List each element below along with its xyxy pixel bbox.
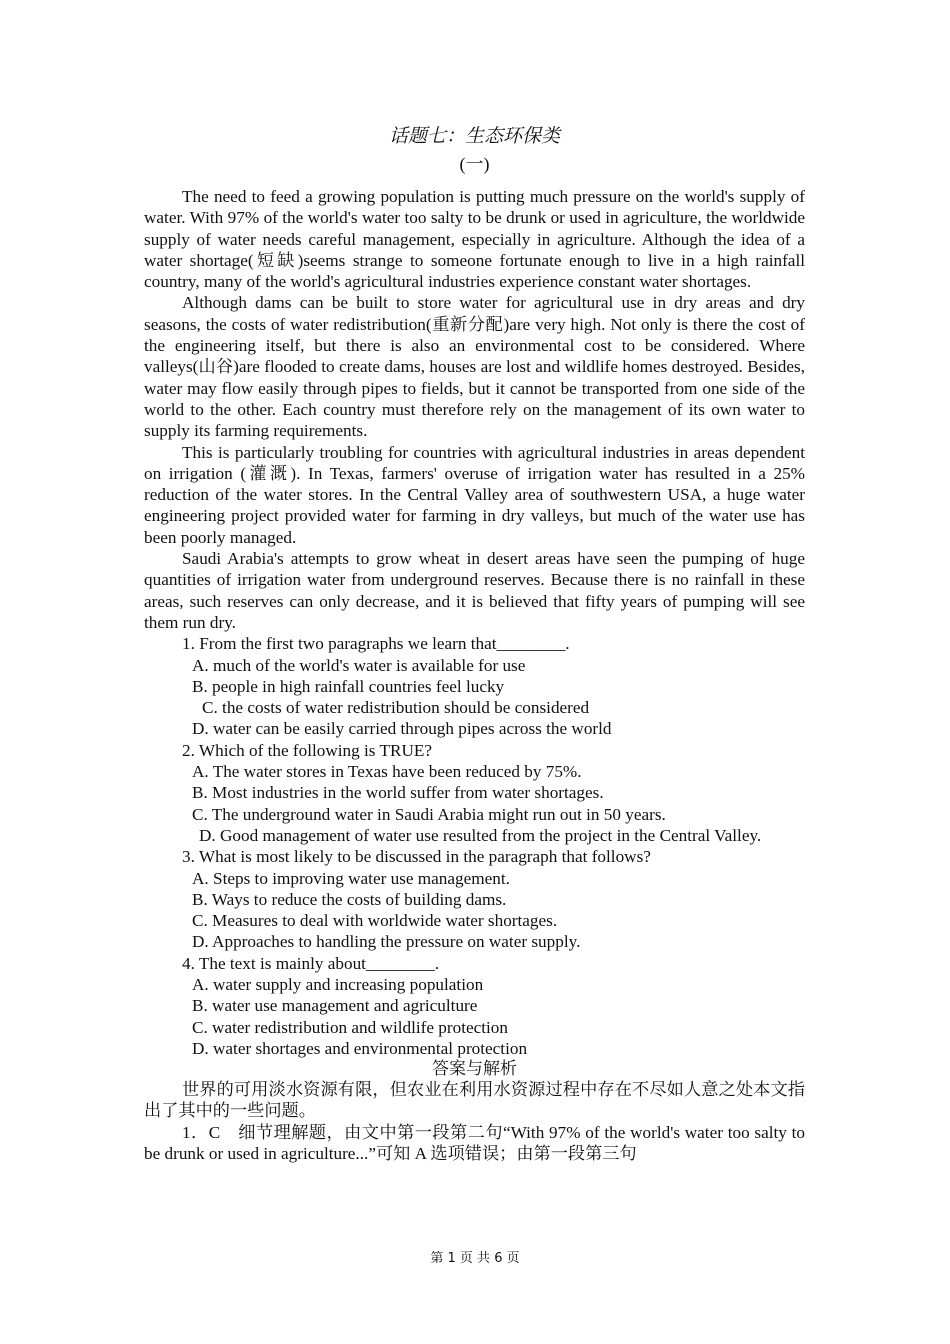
question-1-option-d: D. water can be easily carried through pipes across the world	[192, 719, 612, 739]
document-page	[144, 120, 805, 1164]
answer-item-1: 1．C 细节理解题，由文中第一段第二句“With 97% of the world's water too salty to be drunk or used in agriculture...”可知 A 选项错误；由第一段第三句	[144, 1122, 805, 1164]
question-2-option-a: A. The water stores in Texas have been reduced by 75%.	[192, 762, 582, 782]
question-2-option-c: C. The underground water in Saudi Arabia might run out in 50 years.	[192, 804, 666, 824]
question-4-stem: 4. The text is mainly about________.	[182, 953, 439, 973]
passage-paragraph-2: Although dams can be built to store water for agricultural use in dry areas and dry seasons, the costs of water redistribution(重新分配)are very high. Not only is there the cost of the engineering itself, but there is also an environmental cost to be considered. Where valleys(山谷)are flooded to create dams, houses are lost and wildlife homes destroyed. Besides, water may flow easily through pipes to fields, but it cannot be transported from one side of the world to the other. Each country must therefore rely on the management of its own water to supply its farming requirements.	[144, 293, 805, 441]
passage-paragraph-1: The need to feed a growing population is putting much pressure on the world's supply of water. With 97% of the world's water too salty to be drunk or used in agriculture, the worldwide supply of water needs careful management, especially in agriculture. Although the idea of a water shortage(短缺)seems strange to someone fortunate enough to live in a high rainfall country, many of the world's agricultural industries experience constant water shortages.	[144, 187, 805, 292]
question-1-option-c: C. the costs of water redistribution should be considered	[202, 698, 590, 718]
answers-intro: 世界的可用淡水资源有限，但农业在利用水资源过程中存在不尽如人意之处本文指出了其中的一些问题。	[144, 1080, 805, 1121]
passage-paragraph-3: This is particularly troubling for countries with agricultural industries in areas dependent on irrigation (灌溉). In Texas, farmers' overuse of irrigation water has resulted in a 25% reduction of the water stores. In the Central Valley area of southwestern USA, a huge water engineering project provided water for farming in dry valleys, but much of the water use has been poorly managed.	[144, 442, 805, 547]
passage-paragraph-4: Saudi Arabia's attempts to grow wheat in desert areas have seen the pumping of huge quantities of irrigation water from underground reserves. Because there is no rainfall in these areas, such reserves can only decrease, and it is believed that fifty years of pumping will see them run dry.	[144, 549, 805, 632]
question-4-option-d: D. water shortages and environmental protection	[192, 1038, 528, 1058]
page-title: 话题七：生态环保类	[388, 126, 560, 147]
question-3-option-c: C. Measures to deal with worldwide water shortages.	[192, 911, 558, 931]
question-2-stem: 2. Which of the following is TRUE?	[182, 740, 432, 760]
question-1-option-a: A. much of the world's water is available for use	[192, 655, 526, 675]
question-3-option-b: B. Ways to reduce the costs of building dams.	[192, 889, 507, 909]
question-4-option-c: C. water redistribution and wildlife protection	[192, 1017, 508, 1037]
page-footer: 第 1 页 共 6 页	[430, 1251, 520, 1266]
page-subtitle: (一)	[459, 154, 490, 174]
question-3-option-a: A. Steps to improving water use management.	[192, 868, 510, 888]
question-2-option-d: D. Good management of water use resulted from the project in the Central Valley.	[199, 825, 762, 845]
question-1-stem: 1. From the first two paragraphs we learn that________.	[182, 634, 570, 654]
question-3-stem: 3. What is most likely to be discussed in the paragraph that follows?	[182, 847, 651, 867]
question-4-option-a: A. water supply and increasing population	[192, 974, 484, 994]
question-1-option-b: B. people in high rainfall countries feel lucky	[192, 676, 505, 696]
question-3-option-d: D. Approaches to handling the pressure on water supply.	[192, 932, 581, 952]
question-4-option-b: B. water use management and agriculture	[192, 996, 478, 1016]
answers-title: 答案与解析	[432, 1059, 517, 1080]
question-2-option-b: B. Most industries in the world suffer from water shortages.	[192, 783, 604, 803]
